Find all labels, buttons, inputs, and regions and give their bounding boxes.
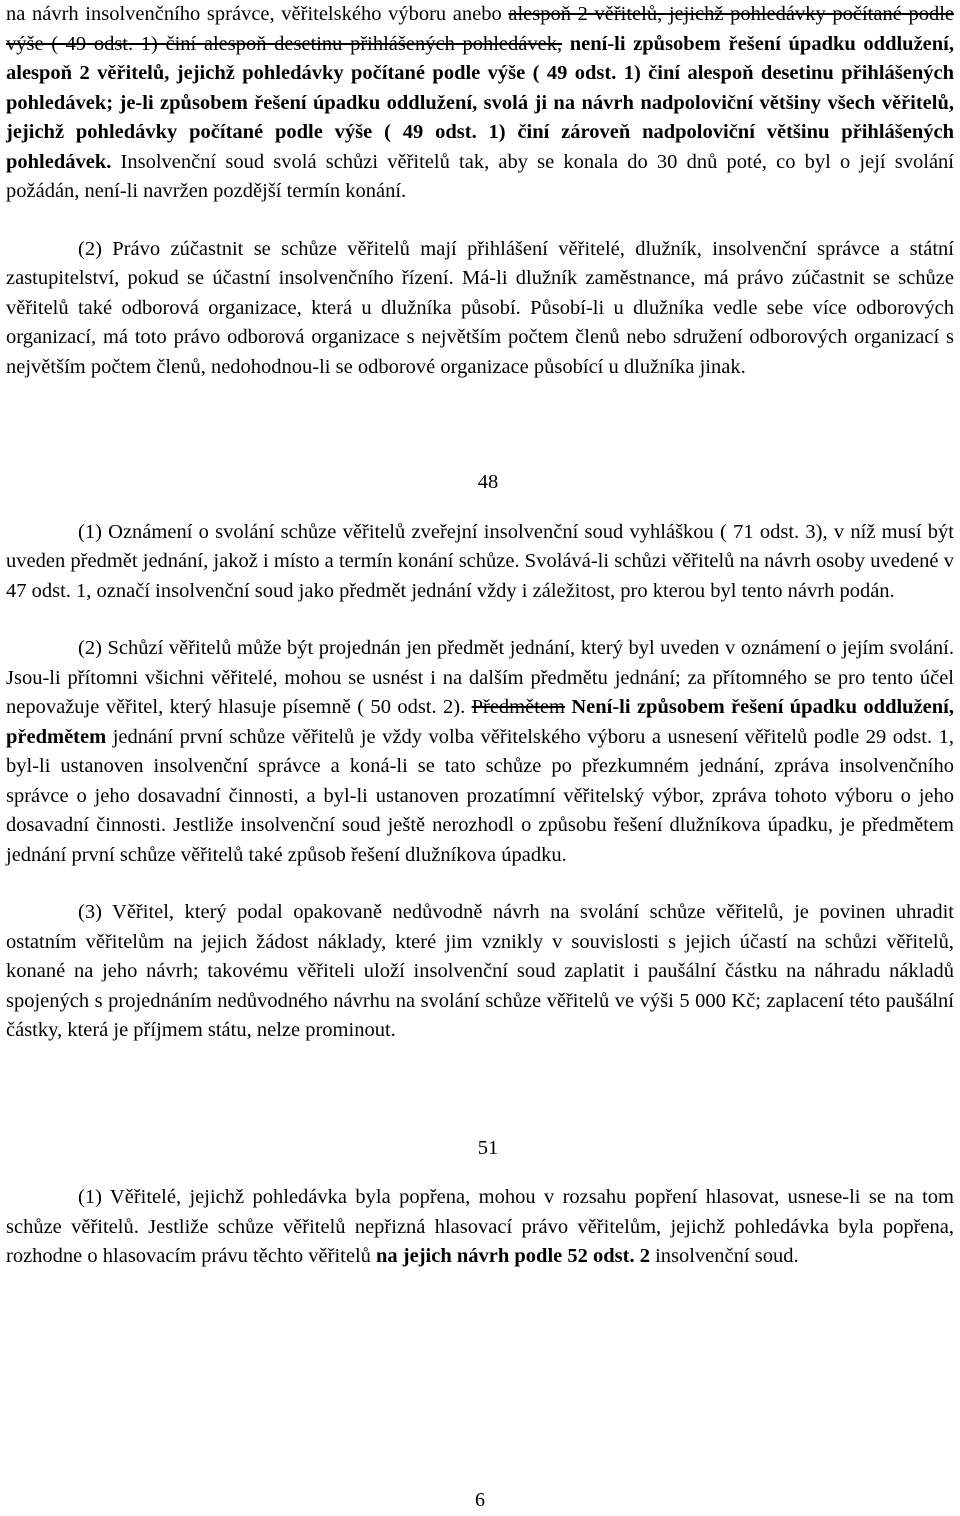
page-number: 6 <box>475 1489 485 1511</box>
section-48-paragraph-1: (1) Oznámení o svolání schůze věřitelů zveřejní insolvenční soud vyhláškou ( 71 odst. 3), v níž musí být uveden předmět jednání, jakož i místo a termín konání schůze. Svolává-li schůzi věřitelů na návrh osoby uvedené v 47 odst. 1, označí insolvenční soud jako předmět jednání vždy i záležitost, pro kterou byl tento návrh podán. <box>6 520 954 602</box>
section-48-paragraph-3: (3) Věřitel, který podal opakovaně nedůvodně návrh na svolání schůze věřitelů, je povinen uhradit ostatním věřitelům na jejich žádost náklady, které jim vznikly v souvislosti s jejich účastí na schůzi věřitelů, konané na jeho návrh; takovému věřiteli uloží insolvenční soud zaplatit i paušální částku na náhradu nákladů spojených s projednáním nedůvodného návrhu na svolání schůze věřitelů ve výši 5 000 Kč; zaplacení této paušální částky, která je příjmem státu, nelze prominout. <box>6 901 954 1041</box>
text-run: (2) Právo zúčastnit se schůze věřitelů mají přihlášení věřitelé, dlužník, insolvenční správce a státní zastupitelství, pokud se účastní insolvenčního řízení. Má-li dlužník zaměstnance, má právo zúčastnit se schůze věřitelů také odborová organizace, která u dlužníka působí. Působí-li u dlužníka vedle sebe více odborových organizací, má toto právo odborová organizace s největším počtem členů nebo sdružení odborových organizací s největším počtem členů, nedohodnou-li se odborové organizace působící u dlužníka jinak. <box>6 237 954 378</box>
inserted-bold-text: není-li způsobem řešení úpadku oddlužení, alespoň 2 věřitelů, jejichž pohledávky počítané podle výše ( 49 odst. 1) činí alespoň desetinu přihlášených pohledávek; je-li způsobem řešení úpadku oddlužení, svolá ji na návrh nadpoloviční většiny všech věřitelů, jejichž pohledávky počítané podle výše ( 49 odst. 1) činí zároveň nadpoloviční většinu přihlášených pohledávek. <box>6 32 954 173</box>
section-48-paragraph-2 <box>6 634 954 870</box>
struck-text: Předmětem <box>471 696 565 718</box>
struck-text: alespoň 2 věřitelů, jejichž pohledávky počítané podle výše ( 49 odst. 1) činí alespoň desetinu přihlášených pohledávek, <box>6 3 954 55</box>
text-run: na návrh insolvenčního správce, věřitelského výboru anebo <box>6 3 509 25</box>
inserted-bold-text: na jejich návrh podle 52 odst. 2 <box>376 1245 650 1267</box>
section-51-paragraph-1 <box>6 1183 954 1272</box>
text-run: insolvenční soud. <box>649 1245 799 1267</box>
document-page <box>6 0 954 1272</box>
section-heading-48: 48 <box>477 471 499 493</box>
text-run: (2) Schůzí věřitelů může být projednán jen předmět jednání, který byl uveden v oznámení o jejím svolání. Jsou-li přítomni všichni věřitelé, mohou se usnést i na dalším předmětu jednání; za přítomného se pro tento účel nepovažuje věřitel, který hlasuje písemně ( 50 odst. 2). <box>6 637 954 718</box>
text-run: (1) Věřitelé, jejichž pohledávka byla popřena, mohou v rozsahu popření hlasovat, usnese-li se na tom schůze věřitelů. Jestliže schůze věřitelů nepřizná hlasovací právo věřitelům, jejichž pohledávka byla popřena, rozhodne o hlasovacím právu těchto věřitelů <box>6 1186 954 1267</box>
section-heading-51: 51 <box>477 1136 499 1159</box>
inserted-bold-text: Není-li způsobem řešení úpadku oddlužení, předmětem <box>6 696 954 748</box>
text-run: jednání první schůze věřitelů je vždy volba věřitelského výboru a usnesení věřitelů podle 29 odst. 1, byl-li ustanoven insolvenční správce a koná-li se tato schůze po přezkumném jednání, zpráva insolvenčního správce o jeho dosavadní činnosti, a byl-li ustanoven prozatímní věřitelský výbor, zpráva tohoto výboru o jeho dosavadní činnosti. Jestliže insolvenční soud ještě nerozhodl o způsobu řešení dlužníkova úpadku, je předmětem jednání první schůze věřitelů také způsob řešení dlužníkova úpadku. <box>6 725 954 866</box>
paragraph-continued <box>6 0 954 207</box>
paragraph-2-participants <box>6 235 954 383</box>
text-run: Insolvenční soud svolá schůzi věřitelů tak, aby se konala do 30 dnů poté, co byl o její svolání požádán, není-li navržen pozdější termín konání. <box>6 150 954 202</box>
